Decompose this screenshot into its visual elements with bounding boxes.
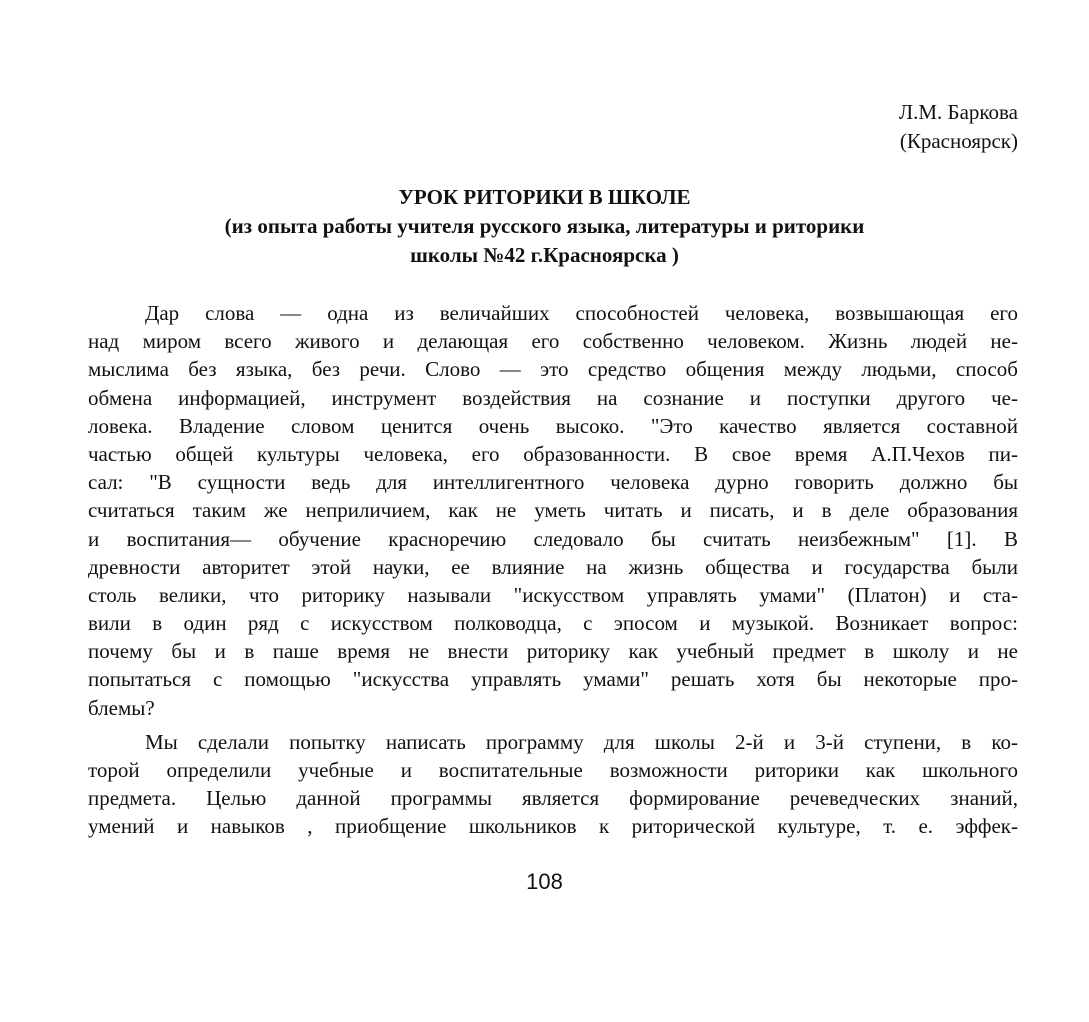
- text-line: вили в один ряд с искусством полководца, с эпосом и музыкой. Возникает вопрос:: [88, 611, 1018, 636]
- author-block: [899, 98, 1018, 156]
- title-line-2: (из опыта работы учителя русского языка, литературы и риторики: [224, 214, 865, 238]
- paragraph-2: [88, 728, 1018, 841]
- author-name: Л.М. Баркова: [898, 100, 1018, 124]
- text-line: считаться таким же неприличием, как не уметь читать и писать, и в деле образования: [88, 498, 1018, 523]
- text-line: и воспитания— обучение красноречию следовало бы считать неизбежным" [1]. В: [88, 526, 1018, 551]
- text-line: попытаться с помощью "искусства управлять умами" решать хотя бы некоторые про-: [88, 667, 1018, 692]
- text-line: обмена информацией, инструмент воздействия на сознание и поступки другого че-: [88, 385, 1018, 410]
- text-line: ловека. Владение словом ценится очень высоко. "Это качество является составной: [88, 413, 1018, 438]
- text-line: сал: "В сущности ведь для интеллигентного человека дурно говорить должно бы: [88, 470, 1018, 495]
- text-line: Мы сделали попытку написать программу для школы 2-й и 3-й ступени, в ко-: [145, 729, 1018, 754]
- text-line: почему бы и в паше время не внести риторику как учебный предмет в школу и не: [88, 639, 1018, 664]
- author-city: (Красноярск): [899, 129, 1018, 153]
- title-line-1: УРОК РИТОРИКИ В ШКОЛЕ: [398, 185, 691, 209]
- article-body: [88, 299, 1018, 841]
- text-line: столь велики, что риторику называли "искусством управлять умами" (Платон) и ста-: [88, 582, 1018, 607]
- text-line: над миром всего живого и делающая его собственно человеком. Жизнь людей не-: [88, 329, 1018, 354]
- page-number: 108: [526, 869, 563, 894]
- text-line: умений и навыков , приобщение школьников к риторической культуре, т. е. эффек-: [88, 814, 1018, 839]
- text-line: мыслима без языка, без речи. Слово — это средство общения между людьми, способ: [88, 357, 1018, 382]
- text-line: частью общей культуры человека, его образованности. В свое время А.П.Чехов пи-: [88, 441, 1018, 466]
- text-line: торой определили учебные и воспитательные возможности риторики как школьного: [88, 758, 1018, 782]
- text-line: предмета. Целью данной программы является формирование речеведческих знаний,: [88, 786, 1018, 811]
- article-title: [0, 183, 1089, 270]
- title-line-3: школы №42 г.Красноярска ): [410, 243, 679, 267]
- text-line: Дар слова — одна из величайших способностей человека, возвышающая его: [145, 301, 1018, 325]
- text-line: древности авторитет этой науки, ее влияние на жизнь общества и государства были: [88, 554, 1018, 579]
- paragraph-1: [88, 299, 1018, 722]
- text-line: блемы?: [88, 695, 155, 720]
